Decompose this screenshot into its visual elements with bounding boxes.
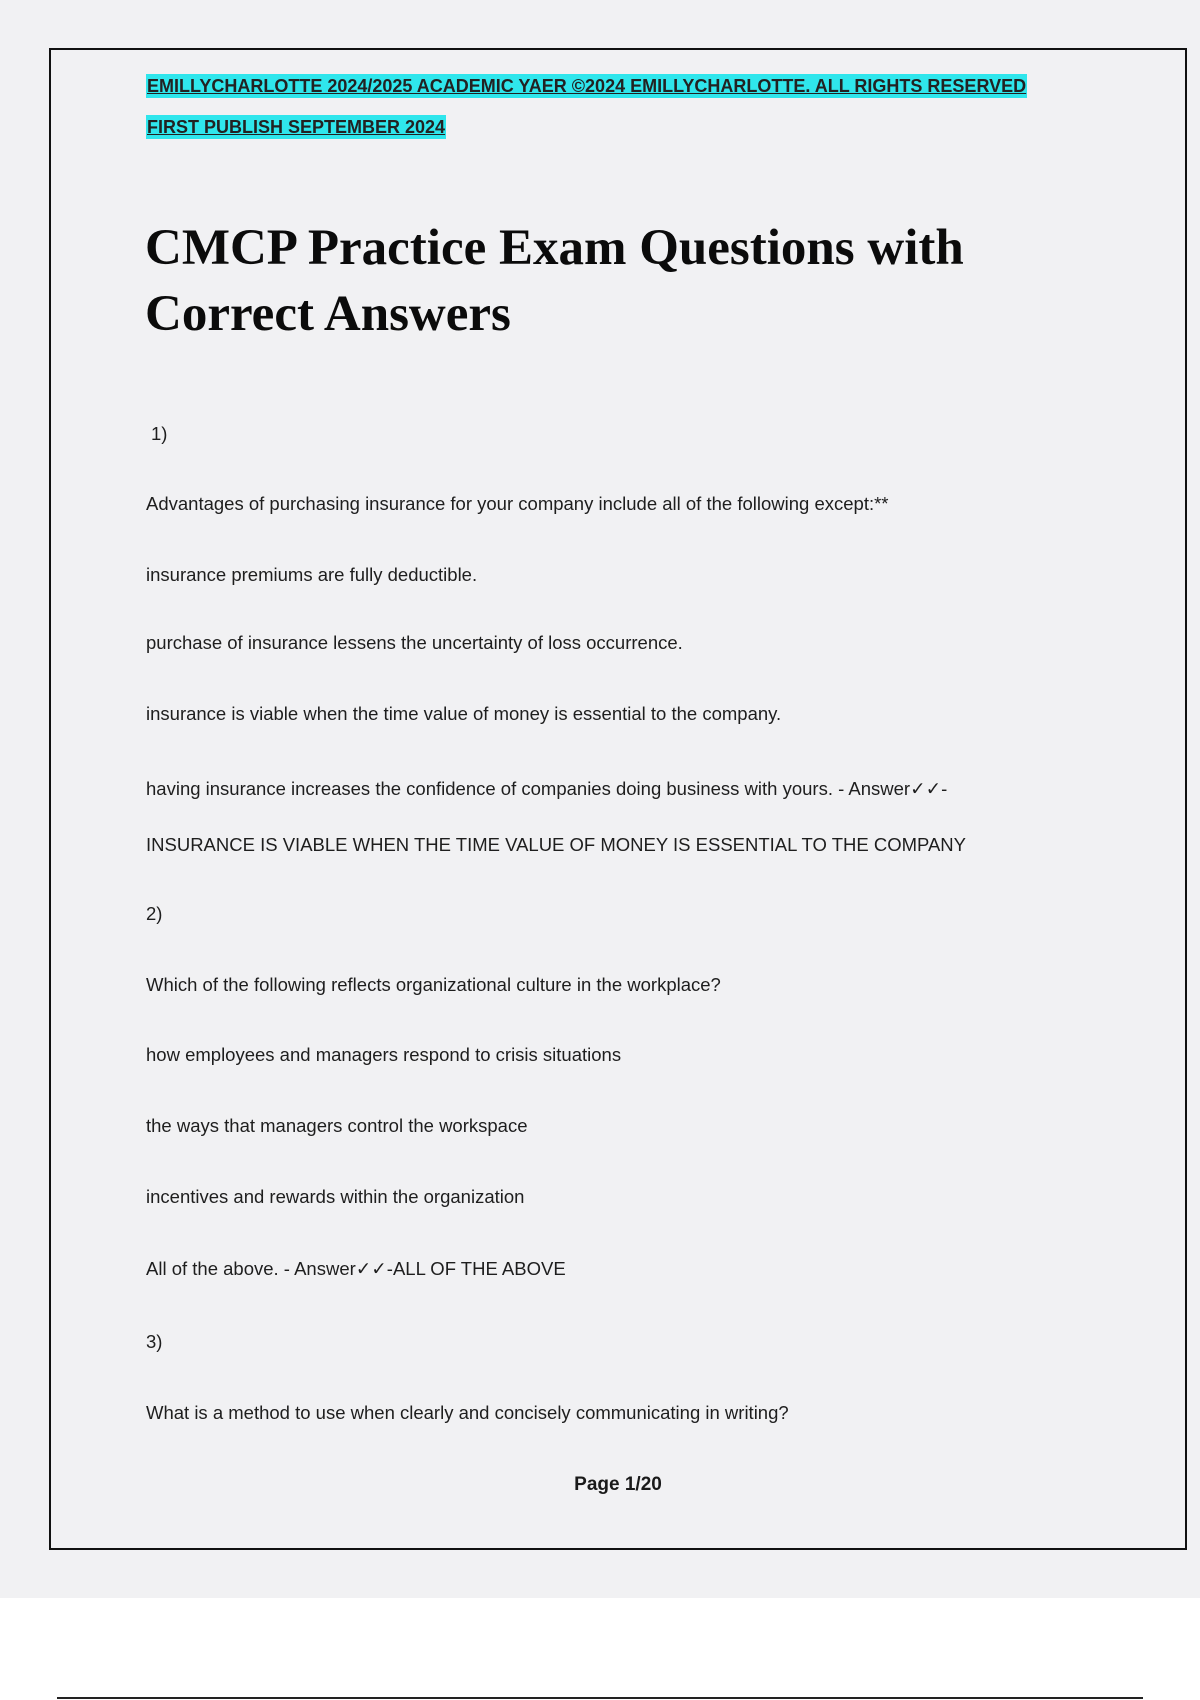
question-2-option-1: how employees and managers respond to crisis situations [146,1044,622,1065]
next-page-top-rule [57,1697,1143,1699]
question-1-number: 1) [151,423,168,444]
page-number: Page 1/20 [574,1474,662,1495]
question-1-option-2: purchase of insurance lessens the uncertainty of loss occurrence. [146,632,683,653]
question-3-number: 3) [146,1331,163,1352]
question-3-prompt: What is a method to use when clearly and concisely communicating in writing? [146,1402,789,1423]
question-1-option-3: insurance is viable when the time value of money is essential to the company. [146,703,782,724]
question-2-option-2: the ways that managers control the workspace [146,1115,528,1136]
question-2-option-3: incentives and rewards within the organization [146,1186,525,1207]
question-1-option-1: insurance premiums are fully deductible. [146,564,478,585]
question-1-option-4: having insurance increases the confidence of companies doing business with yours. - Answer✓✓- [146,778,948,799]
question-2-number: 2) [146,903,163,924]
question-2-prompt: Which of the following reflects organizational culture in the workplace? [146,974,721,995]
document-title: CMCP Practice Exam Questions with Correct Answers [145,220,964,342]
publish-date-header: FIRST PUBLISH SEPTEMBER 2024 [147,117,446,137]
question-1-prompt: Advantages of purchasing insurance for your company include all of the following except:** [146,493,889,514]
copyright-header: EMILLYCHARLOTTE 2024/2025 ACADEMIC YAER ©2024 EMILLYCHARLOTTE. ALL RIGHTS RESERVED [147,76,1027,96]
question-1-answer: INSURANCE IS VIABLE WHEN THE TIME VALUE OF MONEY IS ESSENTIAL TO THE COMPANY [146,834,967,855]
question-2-option-4: All of the above. - Answer✓✓-ALL OF THE ABOVE [146,1258,566,1279]
